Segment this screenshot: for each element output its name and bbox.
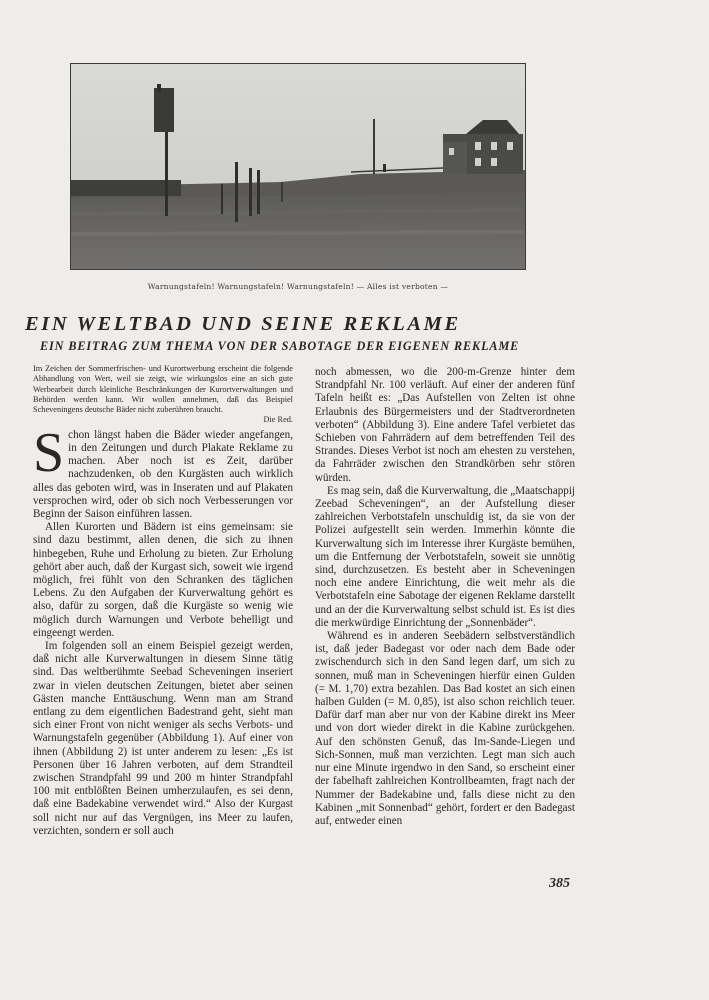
left-column bbox=[33, 364, 293, 838]
right-column bbox=[315, 366, 575, 828]
paragraph-4: noch abmessen, wo die 200-m-Grenze hinter dem Strandpfahl Nr. 100 verläuft. Auf einer der anderen fünf Tafeln heißt es: „Das Aufstellen von Zelten ist ohne Erlaubnis des Bürgermeisters und der Stadtverordneten verboten“ (Abbildung 3). Eine andere Tafel verbietet das Schieben von Fahrrädern auf dem betreffenden Teil des Strandes. Dieses Verbot ist noch am ehesten zu verstehen, da Fahrräder zwischen den Strandkörben sehr stören würden. bbox=[315, 366, 575, 484]
paragraph-2: Allen Kurorten und Bädern ist eins gemeinsam: sie sind dazu bestimmt, allen denen, die sich zu ihnen hinbegeben, Ruhe und Erholung zu bieten. Zur Erholung gehört aber auch, daß der Kurgast sich, soweit wie irgend möglich, frei fühlt von den Schranken des täglichen Lebens. Zu den Aufgaben der Kurverwaltung gehört es also, dafür zu sorgen, daß die Kurgäste so wenig wie möglich durch Warnungen und Verbote behelligt und eingeengt werden. bbox=[33, 521, 293, 639]
article-subtitle: EIN BEITRAG ZUM THEMA VON DER SABOTAGE DER EIGENEN REKLAME bbox=[40, 339, 520, 353]
editor-note-text: Im Zeichen der Sommerfrischen- und Kurortwerbung erscheint die folgende Abhandlung von Wert, weil sie zeigt, wie wirkungslos eine an sich gute Werbearbeit durch kleinliche Beschränkungen der Kurortverwaltungen und Behörden werden kann. Wir wollen annehmen, daß das Beispiel Scheveningens deutsche Bäder nicht zuberühren braucht. bbox=[33, 364, 293, 415]
paragraph-5: Es mag sein, daß die Kurverwaltung, die „Maatschappij Zeebad Scheveningen“, an der Aufstellung dieser zahlreichen Verbotstafeln unschuldig ist, da sie von der Polizei aufgestellt sein werden. Immerhin könnte die Kurverwaltung sich im Interesse ihrer Kurgäste bemühen, um die Entfernung der Verbotstafeln, soweit sie unnötig sind, durchzusetzen. Es besteht aber in Scheveningen noch eine andere Einrichtung, die weit mehr als die Verbotstafeln eine Sabotage der eigenen Reklame darstellt und an der die Kurverwaltung selbst schuld ist. Es ist dies die merkwürdige Einrichtung der „Sonnenbäder“. bbox=[315, 484, 575, 629]
beach-photo bbox=[70, 63, 526, 270]
paragraph-1-text: chon längst haben die Bäder wieder angefangen, in den Zeitungen und durch Plakate Reklame zu machen. Aber noch ist es Zeit, darüber nachzudenken, ob den Kurgästen auch wirklich alles das geboten wird, was in Inseraten und auf Plakaten versprochen wird, oder ob sich noch Verbesserungen vor Beginn der Saison einführen lassen. bbox=[33, 428, 293, 520]
photo-caption: Warnungstafeln! Warnungstafeln! Warnungstafeln! — Alles ist verboten — bbox=[147, 282, 449, 291]
paragraph-1 bbox=[33, 421, 293, 521]
paragraph-6: Während es in anderen Seebädern selbstverständlich ist, daß jeder Badegast vor oder nach dem Bade oder zwischendurch sich in den Sand legen darf, um sich zu sonnen, muß man in Scheveningen hierfür einen Gulden (= M. 1,70) extra bezahlen. Das Bad kostet an sich einen halben Gulden (= M. 0,85), ist also schon reichlich teuer. Dafür darf man aber nur von der Kabine direkt ins Meer und von dort wieder direkt in die Kabine zurückgehen. Auf den schönsten Genuß, das Im-Sande-Liegen und Sich-Sonnen, muß man verzichten. Legt man sich auch nur eine Minute irgendwo in den Sand, so erscheint einer der fabelhaft zahlreichen Kontrollbeamten, fragt nach der Nummer der Badekabine und, falls diese nicht zu den Kabinen „mit Sonnenbad“ gehört, fordert er den Badegast auf, entweder einen bbox=[315, 630, 575, 827]
article-title: EIN WELTBAD UND SEINE REKLAME bbox=[25, 313, 461, 335]
editor-signature: Die Red. bbox=[263, 415, 293, 425]
warning-signs-beach-illustration bbox=[71, 64, 526, 270]
drop-cap: S bbox=[33, 421, 65, 484]
paragraph-3: Im folgenden soll an einem Beispiel gezeigt werden, daß nicht alle Kurverwaltungen in diesem Sinne tätig sind. Das weltberühmte Seebad Scheveningen inseriert zwar in vielen deutschen Zeitungen, bietet aber seinen Gästen manche Enttäuschung. Wenn man am Strand entlang zu dem eigentlichen Badestrand geht, sieht man sich einer Front von nicht weniger als sechs Verbots- und Warnungstafeln gegenüber (Abbildung 1). Auf einer von ihnen (Abbildung 2) ist unter anderem zu lesen: „Es ist Personen über 16 Jahren verboten, auf dem Strandteil zwischen Strandpfahl 99 und 200 m hinter Strandpfahl 100 mit entblößten Beinen umherzulaufen, es sei denn, daß eine Badekabine verwendet wird.“ Also der Kurgast soll nicht nur auf das Vergnügen, ins Meer zu laufen, verzichten, sondern er soll auch bbox=[33, 640, 293, 837]
page-number: 385 bbox=[549, 876, 570, 891]
editor-note bbox=[33, 364, 293, 426]
